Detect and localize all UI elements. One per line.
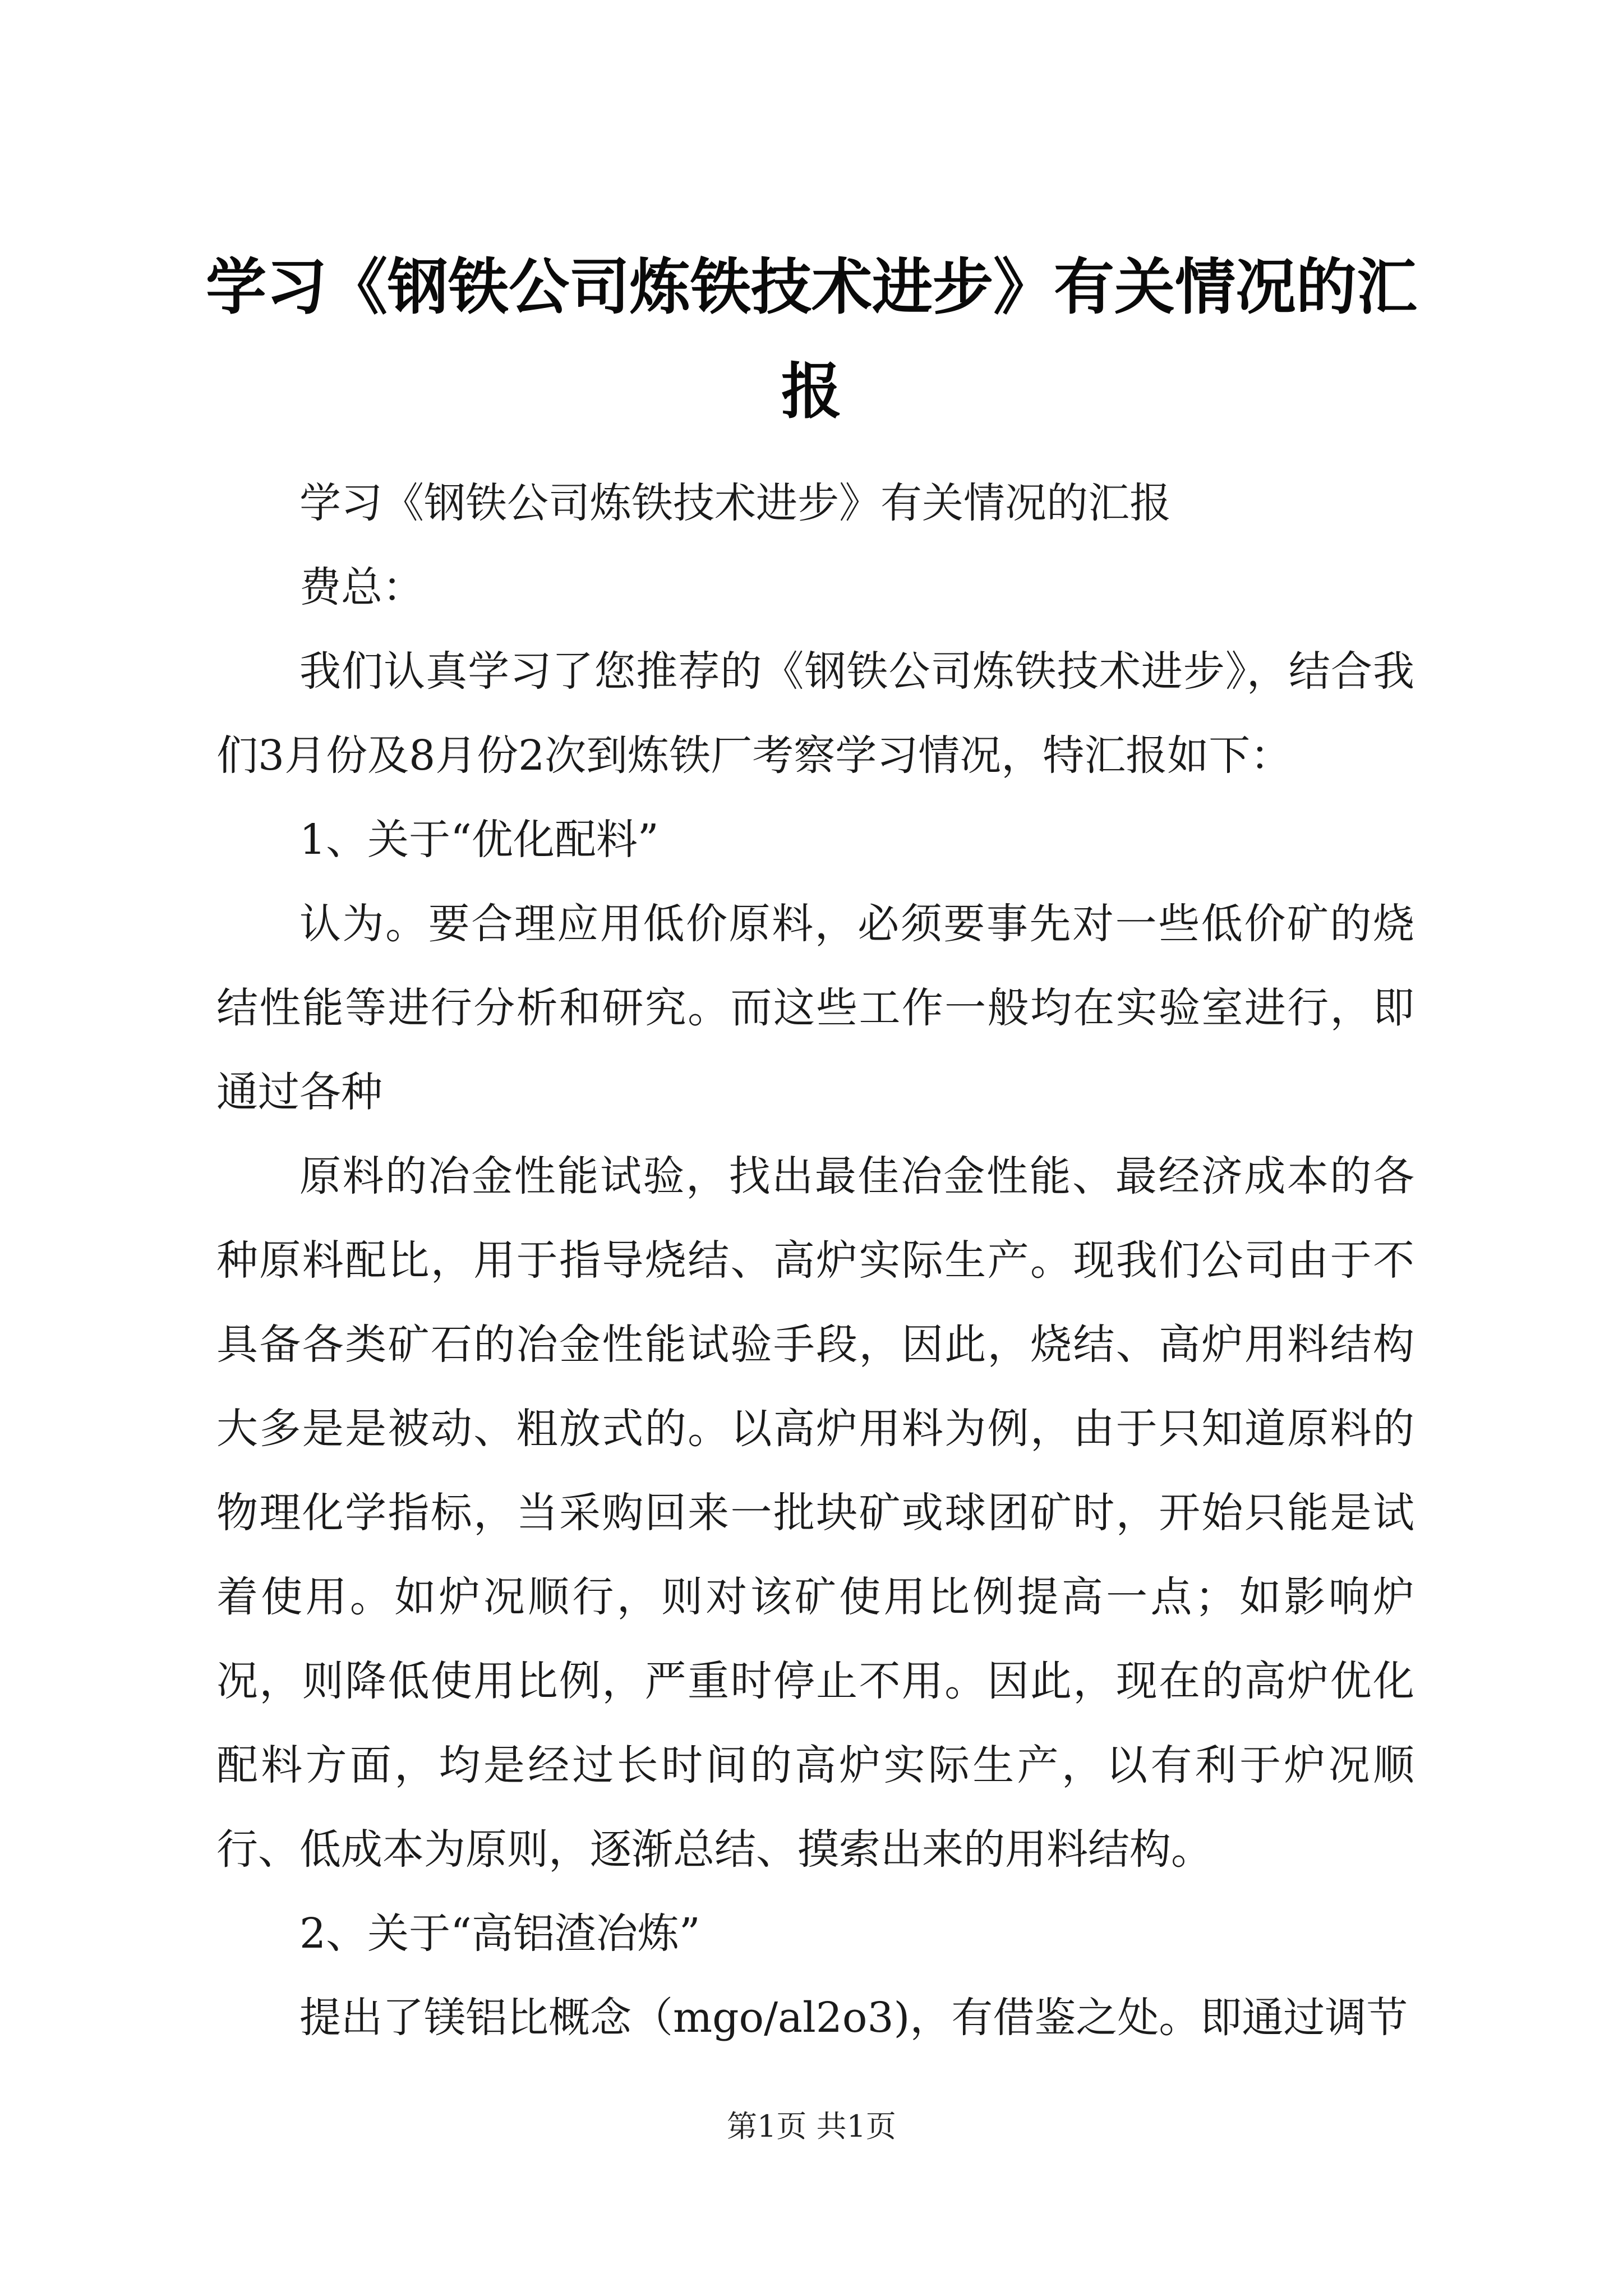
paragraph-section-1a: 认为。要合理应用低价原料，必须要事先对一些低价矿的烧结性能等进行分析和研究。而这些工作一般均在实验室进行，即通过各种	[216, 900, 1414, 1116]
section-heading-1: 1、关于“优化配料”	[299, 816, 659, 864]
paragraph-salutation: 费总：	[299, 563, 424, 611]
paragraph-subtitle: 学习《钢铁公司炼铁技术进步》有关情况的汇报	[299, 479, 1171, 527]
document-title: 学习《钢铁公司炼铁技术进步》有关情况的汇报	[205, 252, 1417, 427]
page-footer: 第1页 共1页	[727, 2109, 896, 2144]
paragraph-section-2a: 提出了镁铝比概念（mgo/al2o3)，有借鉴之处。即通过调节	[299, 1994, 1408, 2042]
paragraph-section-1b: 原料的冶金性能试验，找出最佳冶金性能、最经济成本的各种原料配比，用于指导烧结、高炉实际生产。现我们公司由于不具备各类矿石的冶金性能试验手段，因此，烧结、高炉用料结构大多是是被动、粗放式的。以高炉用料为例，由于只知道原料的物理化学指标，当采购回来一批块矿或球团矿时，开始只能是试着使用。如炉况顺行，则对该矿使用比例提高一点；如影响炉况，则降低使用比例，严重时停止不用。因此，现在的高炉优化配料方面，均是经过长时间的高炉实际生产，以有利于炉况顺行、低成本为原则，逐渐总结、摸索出来的用料结构。	[216, 1152, 1414, 1874]
document-body	[216, 461, 1414, 2060]
paragraph-intro: 我们认真学习了您推荐的《钢铁公司炼铁技术进步》，结合我们3月份及8月份2次到炼铁厂考察学习情况，特汇报如下：	[216, 647, 1414, 780]
section-heading-2: 2、关于“高铝渣冶炼”	[299, 1910, 700, 1958]
